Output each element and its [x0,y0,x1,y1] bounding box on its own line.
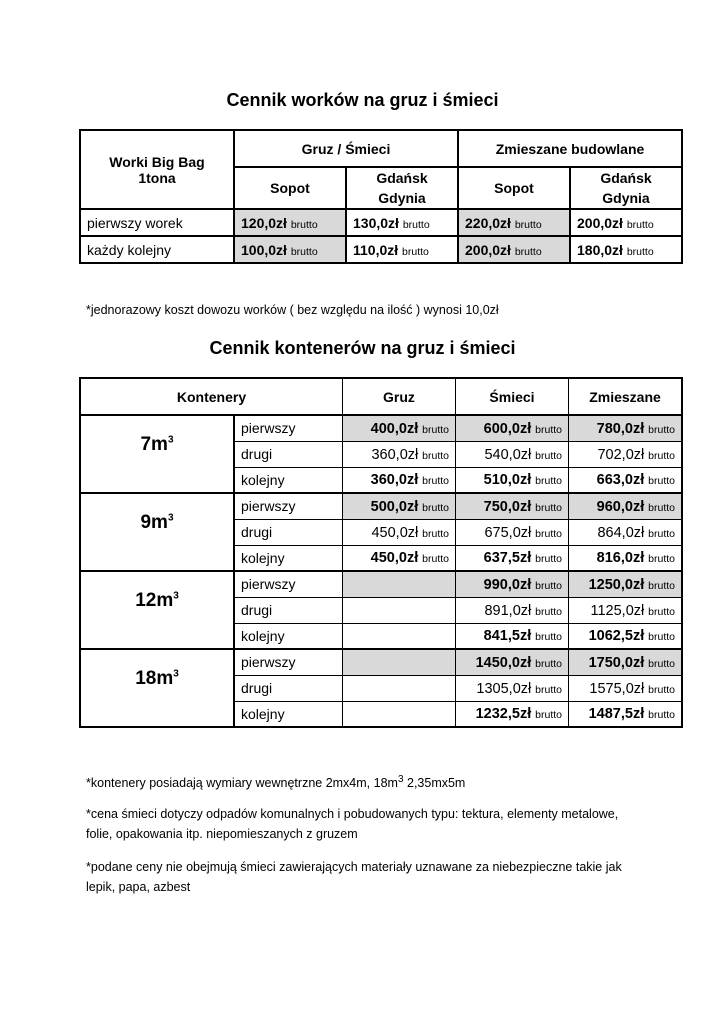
container-size: $9m^3$ [80,493,234,571]
table-row [80,209,682,236]
price-cell-smieci: 1450,0zł brutto [456,649,569,675]
dimensions-text-end: 2,35mx5m [403,776,466,791]
gdansk-label: Gdańsk [600,170,652,186]
price-cell: 100,0zł brutto [234,236,346,263]
price-cell-zmieszane: 1750,0zł brutto [569,649,683,675]
row-label: kolejny [234,545,343,571]
row-label: kolejny [234,701,343,727]
price-cell: 180,0zł brutto [570,236,682,263]
price-cell-zmieszane: 864,0zł brutto [569,519,683,545]
row-label: każdy kolejny [80,236,234,263]
row-label: drugi [234,519,343,545]
gdansk-label: Gdańsk [376,170,428,186]
price-cell-zmieszane: 1487,5zł brutto [569,701,683,727]
price-cell-zmieszane: 1250,0zł brutto [569,571,683,597]
row-label: pierwszy [234,649,343,675]
price-cell: 200,0zł brutto [458,236,570,263]
container-size: $18m^3$ [80,649,234,727]
corner-line-1: Worki Big Bag [109,153,205,170]
price-cell-smieci: 510,0zł brutto [456,467,569,493]
header-kontenery: Kontenery [80,378,343,415]
bags-price-title: Cennik worków na gruz i śmieci [226,90,499,110]
superscript: 3 [397,774,404,785]
group-mixed-header: Zmieszane budowlane [458,130,682,167]
price-cell-zmieszane: 960,0zł brutto [569,493,683,519]
gdynia-label: Gdynia [602,190,650,206]
price-cell-gruz [343,571,456,597]
price-cell-zmieszane: 1125,0zł brutto [569,597,683,623]
hazard-note: *podane ceny nie obejmują śmieci zawierających materiały uznawane za niebezpieczne takie jak lepik, papa, azbest [86,860,622,894]
price-cell-smieci: 1232,5zł brutto [456,701,569,727]
delivery-note: *jednorazowy koszt dowozu worków ( bez względu na ilość ) wynosi 10,0zł [86,303,499,317]
table-row [80,649,682,675]
row-label: kolejny [234,623,343,649]
price-cell-zmieszane: 816,0zł brutto [569,545,683,571]
table-row [80,236,682,263]
price-cell-zmieszane: 702,0zł brutto [569,441,683,467]
header-zmieszane: Zmieszane [569,378,683,415]
col-gdansk-mixed [570,167,682,209]
price-cell-gruz: 450,0zł brutto [343,545,456,571]
header-gruz: Gruz [343,378,456,415]
row-label: drugi [234,675,343,701]
col-sopot-mixed: Sopot [458,167,570,209]
table-row [80,415,682,441]
row-label: pierwszy worek [80,209,234,236]
price-cell: 120,0zł brutto [234,209,346,236]
price-cell-smieci: 675,0zł brutto [456,519,569,545]
row-label: pierwszy [234,493,343,519]
col-sopot-gruz: Sopot [234,167,346,209]
price-cell-smieci: 637,5zł brutto [456,545,569,571]
table-row [80,493,682,519]
price-cell-gruz: 400,0zł brutto [343,415,456,441]
price-cell-gruz [343,597,456,623]
table-row [80,571,682,597]
header-smieci: Śmieci [456,378,569,415]
price-cell: 200,0zł brutto [570,209,682,236]
container-size: $12m^3$ [80,571,234,649]
price-cell: 110,0zł brutto [346,236,458,263]
price-cell-zmieszane: 1062,5zł brutto [569,623,683,649]
price-cell-smieci: 600,0zł brutto [456,415,569,441]
price-cell-gruz: 360,0zł brutto [343,467,456,493]
row-label: pierwszy [234,571,343,597]
waste-note: *cena śmieci dotyczy odpadów komunalnych i pobudowanych typu: tektura, elementy metalowe, folie, opakowania itp. niepomieszanych z gruzem [86,807,619,841]
price-cell-gruz [343,623,456,649]
gdynia-label: Gdynia [378,190,426,206]
containers-price-title: Cennik kontenerów na gruz i śmieci [209,338,516,358]
bags-corner-header [80,130,234,209]
price-cell-gruz: 500,0zł brutto [343,493,456,519]
corner-line-2: 1tona [138,169,176,186]
col-gdansk-gruz [346,167,458,209]
price-cell-zmieszane: 1575,0zł brutto [569,675,683,701]
row-label: kolejny [234,467,343,493]
container-size: $7m^3$ [80,415,234,493]
price-cell-gruz: 360,0zł brutto [343,441,456,467]
price-cell-gruz [343,675,456,701]
bags-price-table [79,129,683,264]
dimensions-note [86,770,646,793]
containers-price-table [79,377,683,728]
price-cell-smieci: 990,0zł brutto [456,571,569,597]
price-cell-smieci: 540,0zł brutto [456,441,569,467]
price-cell-smieci: 750,0zł brutto [456,493,569,519]
dimensions-text: *kontenery posiadają wymiary wewnętrzne 2mx4m, 18m [86,776,398,791]
price-cell: 130,0zł brutto [346,209,458,236]
price-cell-gruz [343,649,456,675]
row-label: drugi [234,597,343,623]
price-cell-smieci: 891,0zł brutto [456,597,569,623]
price-cell-zmieszane: 780,0zł brutto [569,415,683,441]
price-cell-smieci: 1305,0zł brutto [456,675,569,701]
price-cell-zmieszane: 663,0zł brutto [569,467,683,493]
group-gruz-header: Gruz / Śmieci [234,130,458,167]
row-label: drugi [234,441,343,467]
price-cell-smieci: 841,5zł brutto [456,623,569,649]
price-cell-gruz: 450,0zł brutto [343,519,456,545]
price-cell-gruz [343,701,456,727]
price-cell: 220,0zł brutto [458,209,570,236]
row-label: pierwszy [234,415,343,441]
